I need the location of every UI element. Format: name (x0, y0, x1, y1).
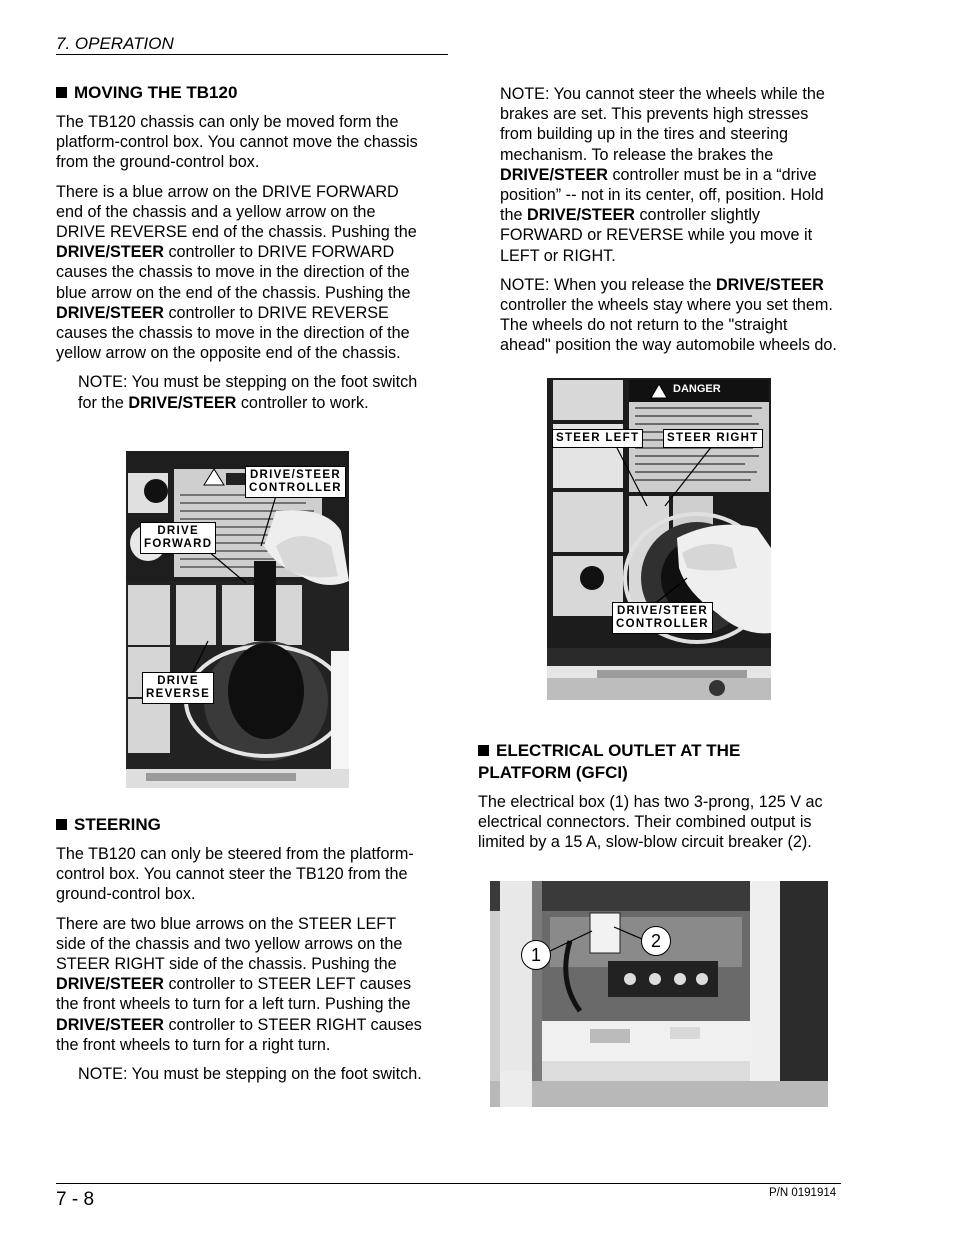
steering-paragraph-2: There are two blue arrows on the STEER LEFT side of the chassis and two yellow arrows on the STEER RIGHT side of the chassis. Pushing the DRIVE/STEER controller to STEER LEFT causes the front wheels to turn for a left turn. Pushing the DRIVE/STEER controller to STEER RIGHT causes the front wheels to turn for a right turn. (56, 914, 422, 1054)
moving-heading (56, 82, 428, 104)
label-drive-forward: DRIVE FORWARD (140, 522, 216, 554)
left-column (56, 82, 428, 422)
label-steer-right: STEER RIGHT (663, 429, 763, 448)
moving-paragraph-2: There is a blue arrow on the DRIVE FORWARD end of the chassis and a yellow arrow on the DRIVE REVERSE end of the chassis. Pushing the DRIVE/STEER controller to DRIVE FORWARD causes the chassis to move in the direction of the blue arrow on the end of the chassis. Pushing the DRIVE/STEER controller to DRIVE REVERSE causes the chassis to move in the direction of the yellow arrow on the opposite end of the chassis. (56, 182, 417, 363)
label-drive-reverse: DRIVE REVERSE (142, 672, 214, 704)
brake-note: NOTE: You cannot steer the wheels while the brakes are set. This prevents high stresses from building up in the tires and steering mechanism. To release the brakes the DRIVE/STEER controller must be in a “drive position” -- not in its center, off, position. Hold the DRIVE/STEER controller slightly FORWARD or REVERSE while you move it LEFT or RIGHT. (500, 85, 825, 265)
steer-controller-photo (547, 378, 771, 700)
moving-paragraph-1: The TB120 chassis can only be moved form the platform-control box. You cannot move the chassis from the ground-control box. (56, 113, 418, 172)
steering-title: STEERING (74, 815, 161, 834)
square-bullet-icon (56, 87, 67, 98)
part-number: P/N 0191914 (769, 1187, 837, 1199)
callout-1: 1 (521, 940, 551, 970)
label-steer-left: STEER LEFT (552, 429, 643, 448)
electrical-paragraph: The electrical box (1) has two 3-prong, 125 V ac electrical connectors. Their combined output is limited by a 15 A, slow-blow circuit breaker (2). (478, 793, 823, 852)
page-number: 7 - 8 (56, 1189, 95, 1210)
steering-paragraph-1: The TB120 can only be steered from the platform-control box. You cannot steer the TB120 from the ground-control box. (56, 845, 414, 904)
electrical-section (478, 740, 842, 862)
square-bullet-icon (478, 745, 489, 756)
label-drive-steer-controller: DRIVE/STEER CONTROLLER (245, 466, 346, 498)
label-drive-steer-controller: DRIVE/STEER CONTROLLER (612, 602, 713, 634)
steering-note: NOTE: You must be stepping on the foot switch. (78, 1065, 422, 1084)
steering-heading (56, 814, 428, 836)
moving-title: MOVING THE TB120 (74, 83, 238, 102)
callout-2: 2 (641, 926, 671, 956)
right-notes (500, 84, 838, 365)
steering-section (56, 814, 428, 1093)
moving-note: NOTE: You must be stepping on the foot switch for the DRIVE/STEER controller to work. (78, 373, 418, 412)
section-header: 7. OPERATION (56, 34, 448, 55)
footer-rule (56, 1183, 841, 1184)
danger-sign-label: DANGER (673, 383, 721, 395)
square-bullet-icon (56, 819, 67, 830)
drive-controller-photo (126, 451, 349, 788)
release-note: NOTE: When you release the DRIVE/STEER controller the wheels stay where you set them. The wheels do not return to the "straight ahead" position the way automobile wheels do. (500, 275, 837, 355)
electrical-heading: ELECTRICAL OUTLET AT THE PLATFORM (GFCI) (478, 741, 741, 782)
electrical-outlet-photo (490, 881, 828, 1107)
